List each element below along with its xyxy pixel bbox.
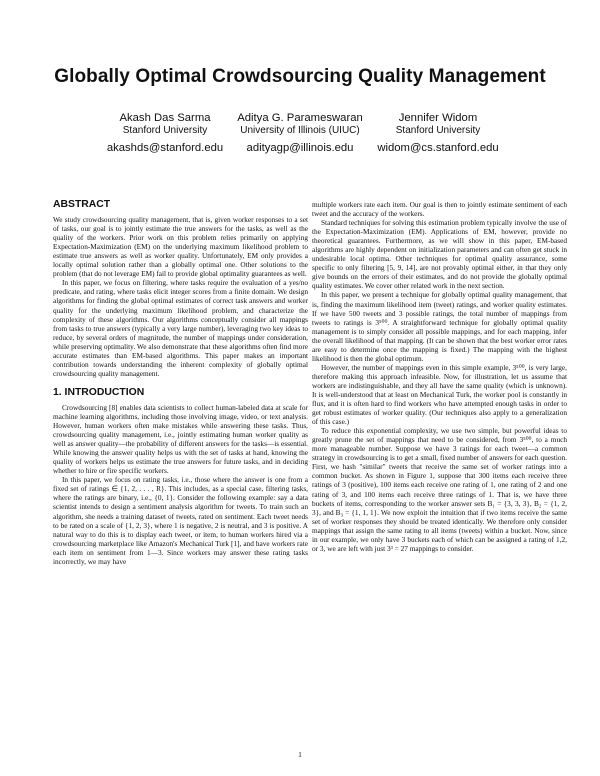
author-affiliation: Stanford University (395, 125, 481, 136)
author-3 (353, 111, 523, 155)
author-name: Aditya G. Parameswaran (237, 112, 363, 124)
left-column (53, 200, 308, 566)
intro-heading: 1. INTRODUCTION (53, 386, 145, 398)
body-paragraph: multiple workers rate each item. Our goal is then to jointly estimate sentiment of each tweet and the accuracy of the workers. (312, 200, 567, 219)
abstract-paragraph: In this paper, we focus on filtering, where tasks require the evaluation of a yes/no predicate, and rating, where tasks elicit integer scores from a finite domain. We design algorithms for finding the global optimal estimates of correct task answers and worker quality for the underlying maximum likelihood problem, and characterize the complexity of these algorithms. Our algorithms conceptually consider all mappings from tasks to true answers (typically a very large number), leveraging two key ideas to reduce, by several orders of magnitude, the number of mappings under consideration, while preserving optimality. We also demonstrate that these algorithms often find more accurate estimates than EM-based algorithms. This paper makes an important contribution towards understanding the inherent complexity of globally optimal crowdsourcing quality management. (53, 278, 308, 378)
paper-title: Globally Optimal Crowdsourcing Quality Management (54, 66, 546, 87)
author-email: adityagp@illinois.edu (246, 142, 354, 154)
body-paragraph: In this paper, we present a technique for globally optimal quality management, that is, finding the maximum likelihood item (tweet) ratings, and worker quality estimates. If we have 500 tweets and 3 possible ratings, the total number of mappings from tweets to ratings is 3⁵⁰⁰. A straightforward technique for globally optimal quality management is to simply consider all possible mappings, and for each mapping, infer the overall likelihood of that mapping. (It can be shown that the best worker error rates are easy to determine once the mapping is fixed.) The mapping with the highest likelihood is then the global optimum. (312, 290, 567, 363)
author-email: widom@cs.stanford.edu (377, 142, 499, 154)
page-number: 1 (298, 750, 302, 759)
abstract-heading: ABSTRACT (53, 199, 111, 210)
intro-paragraph: Crowdsourcing [8] enables data scientists to collect human-labeled data at scale for machine learning algorithms, including those involving image, video, or text analysis. However, human workers often make mistakes while answering these tasks. Thus, crowdsourcing quality management, i.e., jointly estimating human worker quality as well as answer quality—the probability of different answers for the tasks—is essential. While knowing the answer quality helps us with the set of tasks at hand, knowing the quality of workers helps us estimate the true answers for future tasks, and in deciding whether to hire or fire specific workers. (53, 402, 308, 476)
intro-paragraph: In this paper, we focus on rating tasks, i.e., those where the answer is one from a fixed set of ratings ∈ {1, 2, . . . , R}. This includes, as a special case, filtering tasks, where the ratings are binary, i.e., {0, 1}. Consider the following example: say a data scientist intends to design a sentiment analysis algorithm for tweets. To train such an algorithm, she needs a training dataset of tweets, rated on sentiment. Each tweet needs to be rated on a scale of {1, 2, 3}, where 1 is negative, 2 is neutral, and 3 is positive. A natural way to do this is to display each tweet, or item, to human workers hired via a crowdsourcing marketplace like Amazon's Mechanical Turk [1], and have workers rate each item on sentiment from 1—3. Since workers may answer these rating tasks incorrectly, we may have (53, 475, 308, 566)
author-name: Akash Das Sarma (119, 112, 211, 124)
body-paragraph: To reduce this exponential complexity, we use two simple, but powerful ideas to greatly prune the set of mappings that need to be considered, from 3⁵⁰⁰, to a much more manageable number. Suppose we have 3 ratings for each tweet—a common strategy in crowdsourcing is to get a small, fixed number of answers for each question. First, we hash "similar" tweets that receive the same set of worker ratings into a common bucket. As shown in Figure 1, suppose that 300 items each receive three ratings of 3 (positive), 100 items each receive one rating of 1, one rating of 2 and one rating of 3, and 100 items each receive three ratings of 1. That is, we have three buckets of items, corresponding to the worker answer sets B₁ = {3, 3, 3}, B₂ = {1, 2, 3}, and B₃ = {1, 1, 1}. We now exploit the intuition that if two items receive the same set of worker responses they should be treated identically. We therefore only consider mappings that assign the same rating to all items (tweets) within a bucket. Now, since in our example, we only have 3 buckets each of which can be assigned a rating of 1,2, or 3, we are left with just 3³ = 27 mappings to consider. (312, 426, 567, 553)
author-email: akashds@stanford.edu (106, 142, 224, 154)
abstract-paragraph: We study crowdsourcing quality management, that is, given worker responses to a set of tasks, our goal is to jointly estimate the true answers for the tasks, as well as the quality of the workers. Prior work on this problem relies primarily on applying Expectation-Maximization (EM) on the underlying maximum likelihood problem to estimate true answers as well as worker quality. Unfortunately, EM only provides a locally optimal solution rather than a globally optimal one. Other solutions to the problem (that do not leverage EM) fail to provide global optimality guarantees as well. (53, 215, 308, 279)
author-affiliation: Stanford University (122, 125, 208, 136)
body-paragraph: Standard techniques for solving this estimation problem typically involve the use of the Expectation-Maximization (EM). Applications of EM, however, provide no theoretical guarantees. Furthermore, as we will show in this paper, EM-based algorithms are highly dependent on initialization parameters and can often get stuck in undesirable local optima. Other techniques for optimal quality assurance, some specific to only filtering [5, 9, 14], are not provably optimal either, in that they only give bounds on the errors of their estimates, and do not provide the globally optimal quality estimates. We cover other related work in the next section. (312, 218, 567, 291)
author-name: Jennifer Widom (398, 112, 478, 124)
body-paragraph: However, the number of mappings even in this simple example, 3⁵⁰⁰, is very large, therefore making this approach infeasible. Now, for illustration, let us assume that workers are indistinguishable, and they all have the same quality (which is unknown). It is well-understood that at least on Mechanical Turk, the worker pool is constantly in flux, and it is often hard to find workers who have attempted enough tasks in order to get robust estimates of worker quality. (Our techniques also apply to a generalization of this case.) (312, 362, 567, 427)
right-column (312, 200, 567, 553)
author-affiliation: University of Illinois (UIUC) (240, 125, 360, 136)
